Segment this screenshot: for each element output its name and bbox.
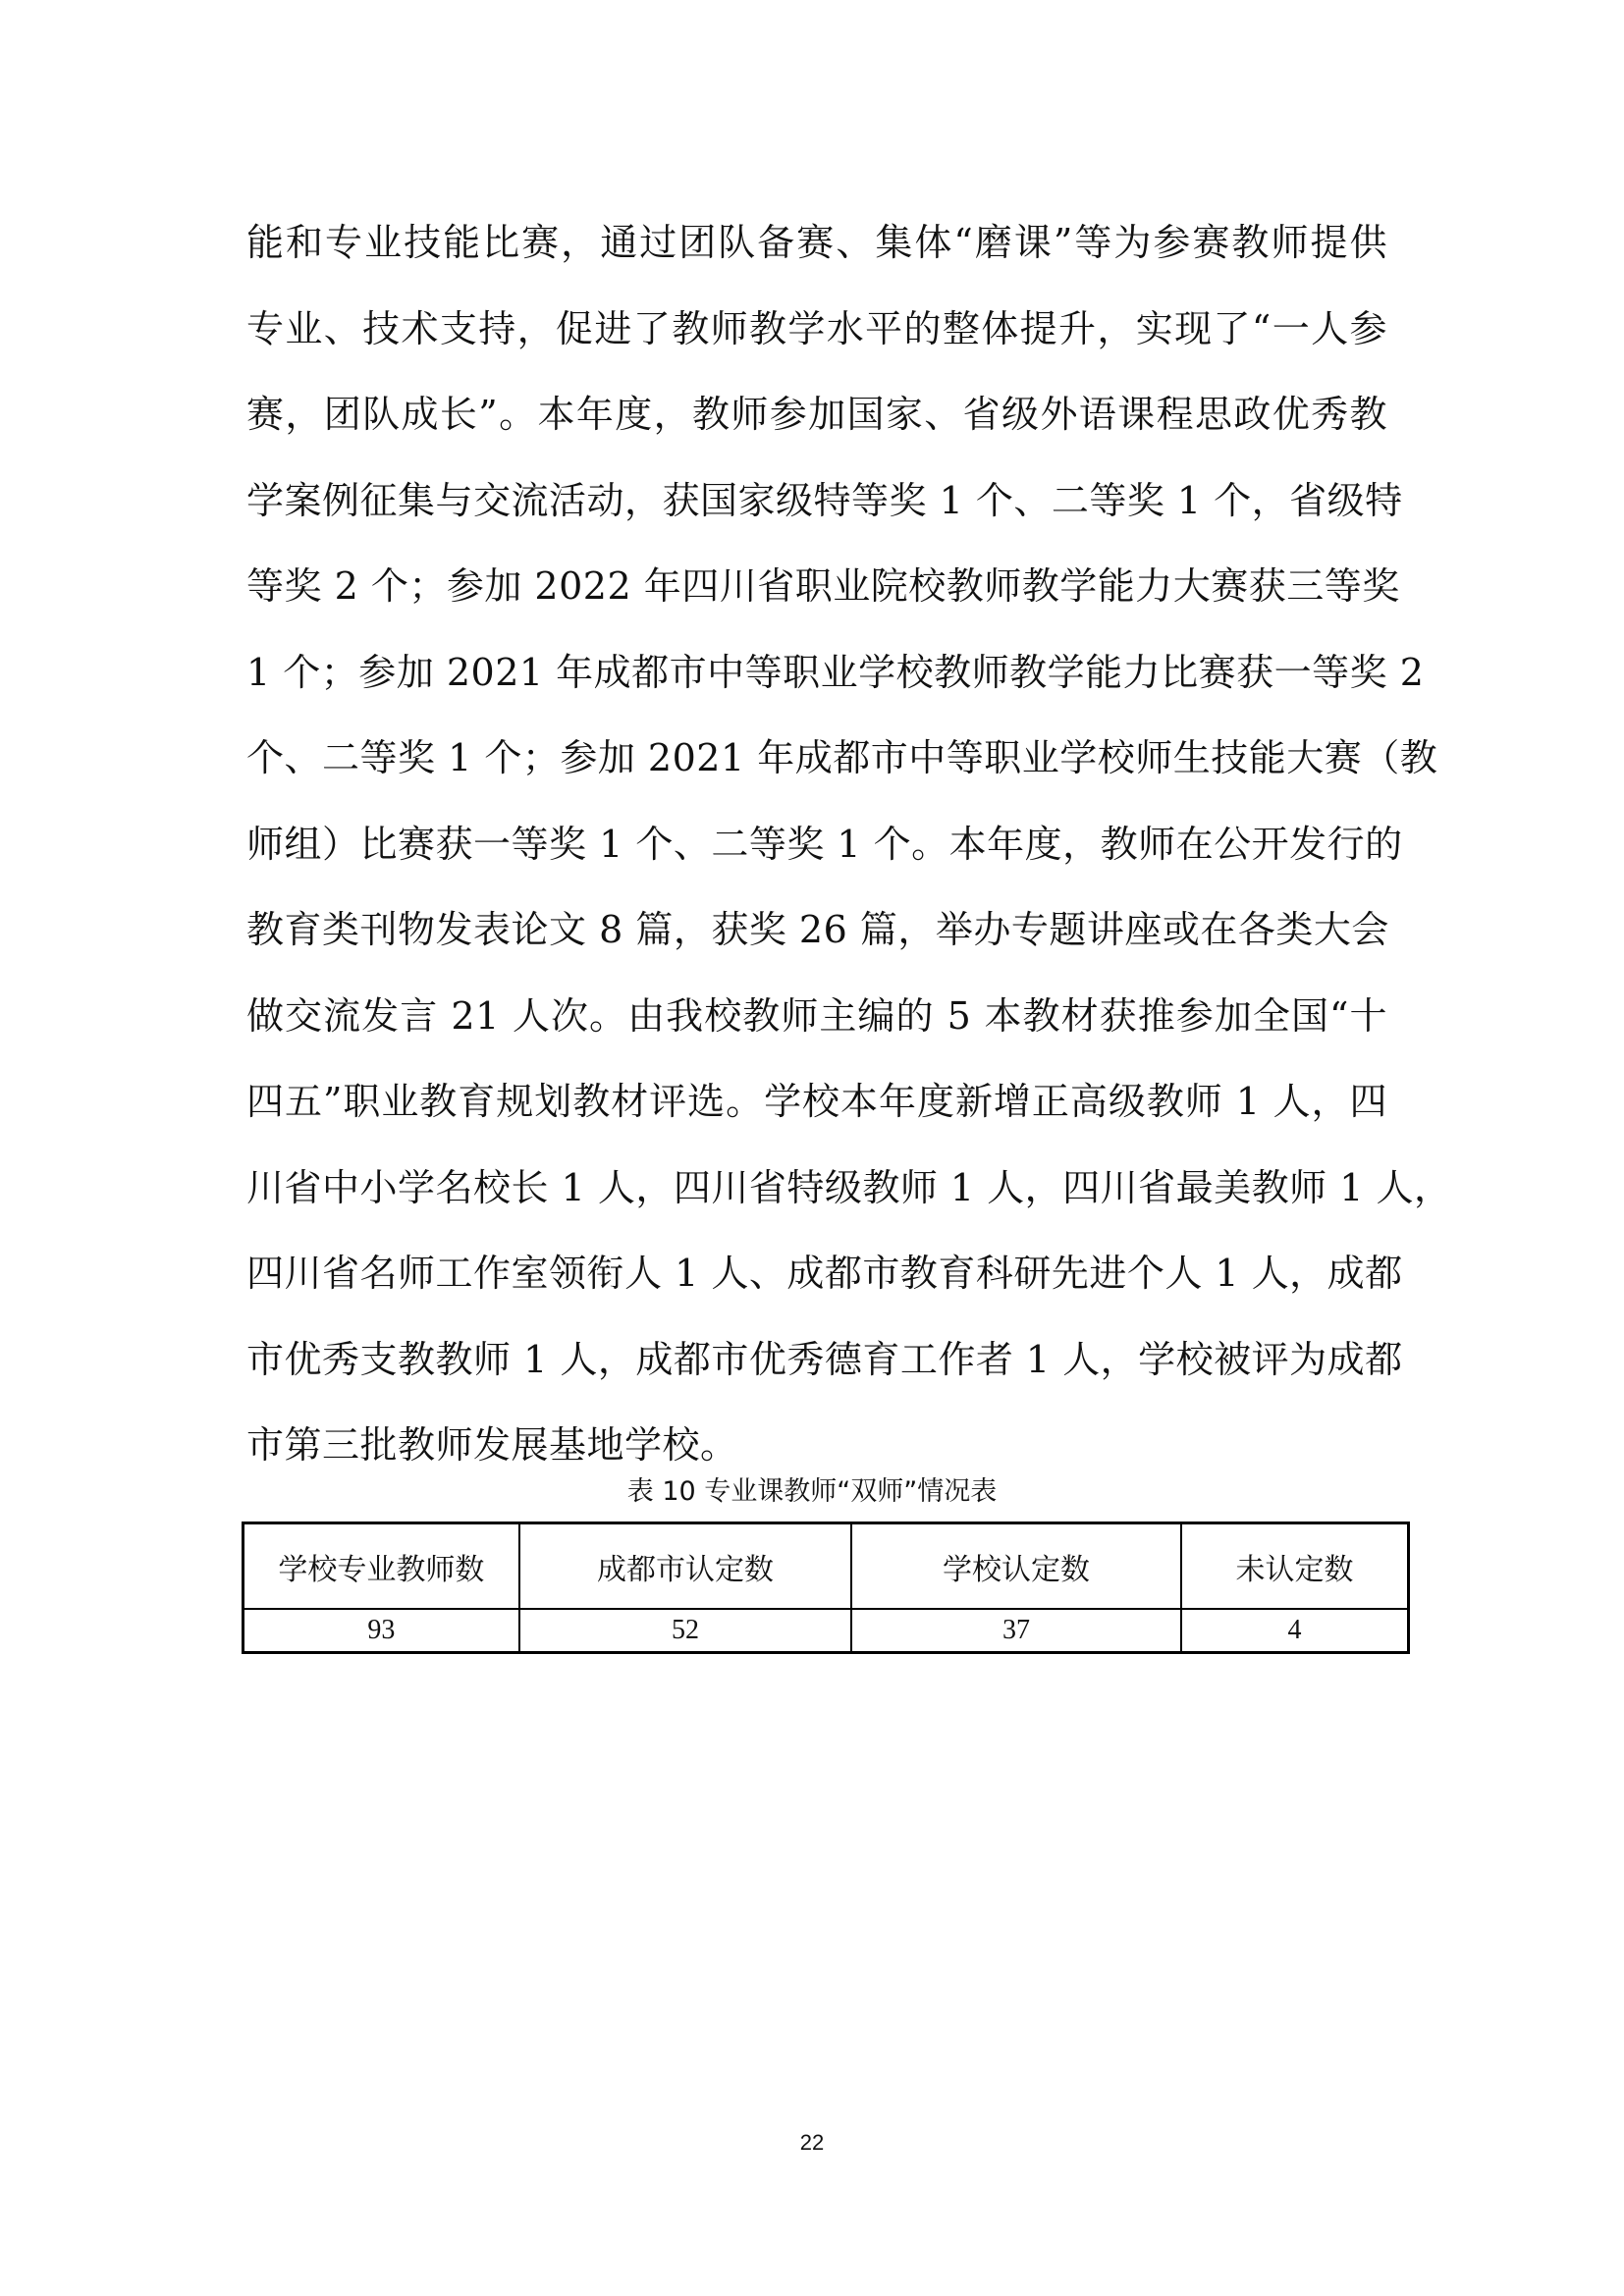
paragraph-line: 四五”职业教育规划教材评选。学校本年度新增正高级教师 1 人，四 — [246, 1080, 1387, 1123]
paragraph-line: 做交流发言 21 人次。由我校教师主编的 5 本教材获推参加全国“十 — [246, 993, 1387, 1038]
paragraph-line: 师组）比赛获一等奖 1 个、二等奖 1 个。本年度，教师在公开发行的 — [246, 822, 1403, 866]
body-paragraph — [246, 208, 1452, 1497]
page-number: 22 — [799, 2130, 825, 2155]
table-cell: 37 — [851, 1609, 1181, 1653]
double-qualified-teacher-table — [242, 1522, 1410, 1654]
paragraph-line: 1 个；参加 2021 年成都市中等职业学校教师教学能力比赛获一等奖 2 — [246, 650, 1425, 694]
paragraph-line: 学案例征集与交流活动，获国家级特等奖 1 个、二等奖 1 个，省级特 — [246, 478, 1403, 522]
table-cell: 52 — [519, 1609, 851, 1653]
paragraph-line: 四川省名师工作室领衔人 1 人、成都市教育科研先进个人 1 人，成都 — [246, 1252, 1403, 1295]
paragraph-line: 教育类刊物发表论文 8 篇，获奖 26 篇，举办专题讲座或在各类大会 — [246, 908, 1389, 951]
header-not-certified: 未认定数 — [1181, 1523, 1409, 1610]
header-school-professional-teachers: 学校专业教师数 — [244, 1523, 519, 1610]
paragraph-line: 能和专业技能比赛，通过团队备赛、集体“磨课”等为参赛教师提供 — [246, 221, 1387, 264]
table-cell: 4 — [1181, 1609, 1409, 1653]
table-row — [244, 1609, 1409, 1653]
paragraph-line: 川省中小学名校长 1 人，四川省特级教师 1 人，四川省最美教师 1 人， — [246, 1165, 1452, 1209]
paragraph-line: 等奖 2 个；参加 2022 年四川省职业院校教师教学能力大赛获三等奖 — [246, 564, 1400, 608]
paragraph-line: 赛，团队成长”。本年度，教师参加国家、省级外语课程思政优秀教 — [246, 393, 1387, 436]
header-chengdu-certified: 成都市认定数 — [519, 1523, 851, 1610]
paragraph-line: 市优秀支教教师 1 人，成都市优秀德育工作者 1 人，学校被评为成都 — [246, 1337, 1403, 1381]
paragraph-line: 个、二等奖 1 个；参加 2021 年成都市中等职业学校师生技能大赛（教 — [246, 736, 1438, 779]
table-cell: 93 — [244, 1609, 519, 1653]
table-caption: 表 10 专业课教师“双师”情况表 — [626, 1476, 998, 1507]
header-school-certified: 学校认定数 — [851, 1523, 1181, 1610]
paragraph-line: 市第三批教师发展基地学校。 — [246, 1423, 738, 1467]
table-header-row — [244, 1523, 1409, 1610]
paragraph-line: 专业、技术支持，促进了教师教学水平的整体提升，实现了“一人参 — [246, 306, 1387, 350]
